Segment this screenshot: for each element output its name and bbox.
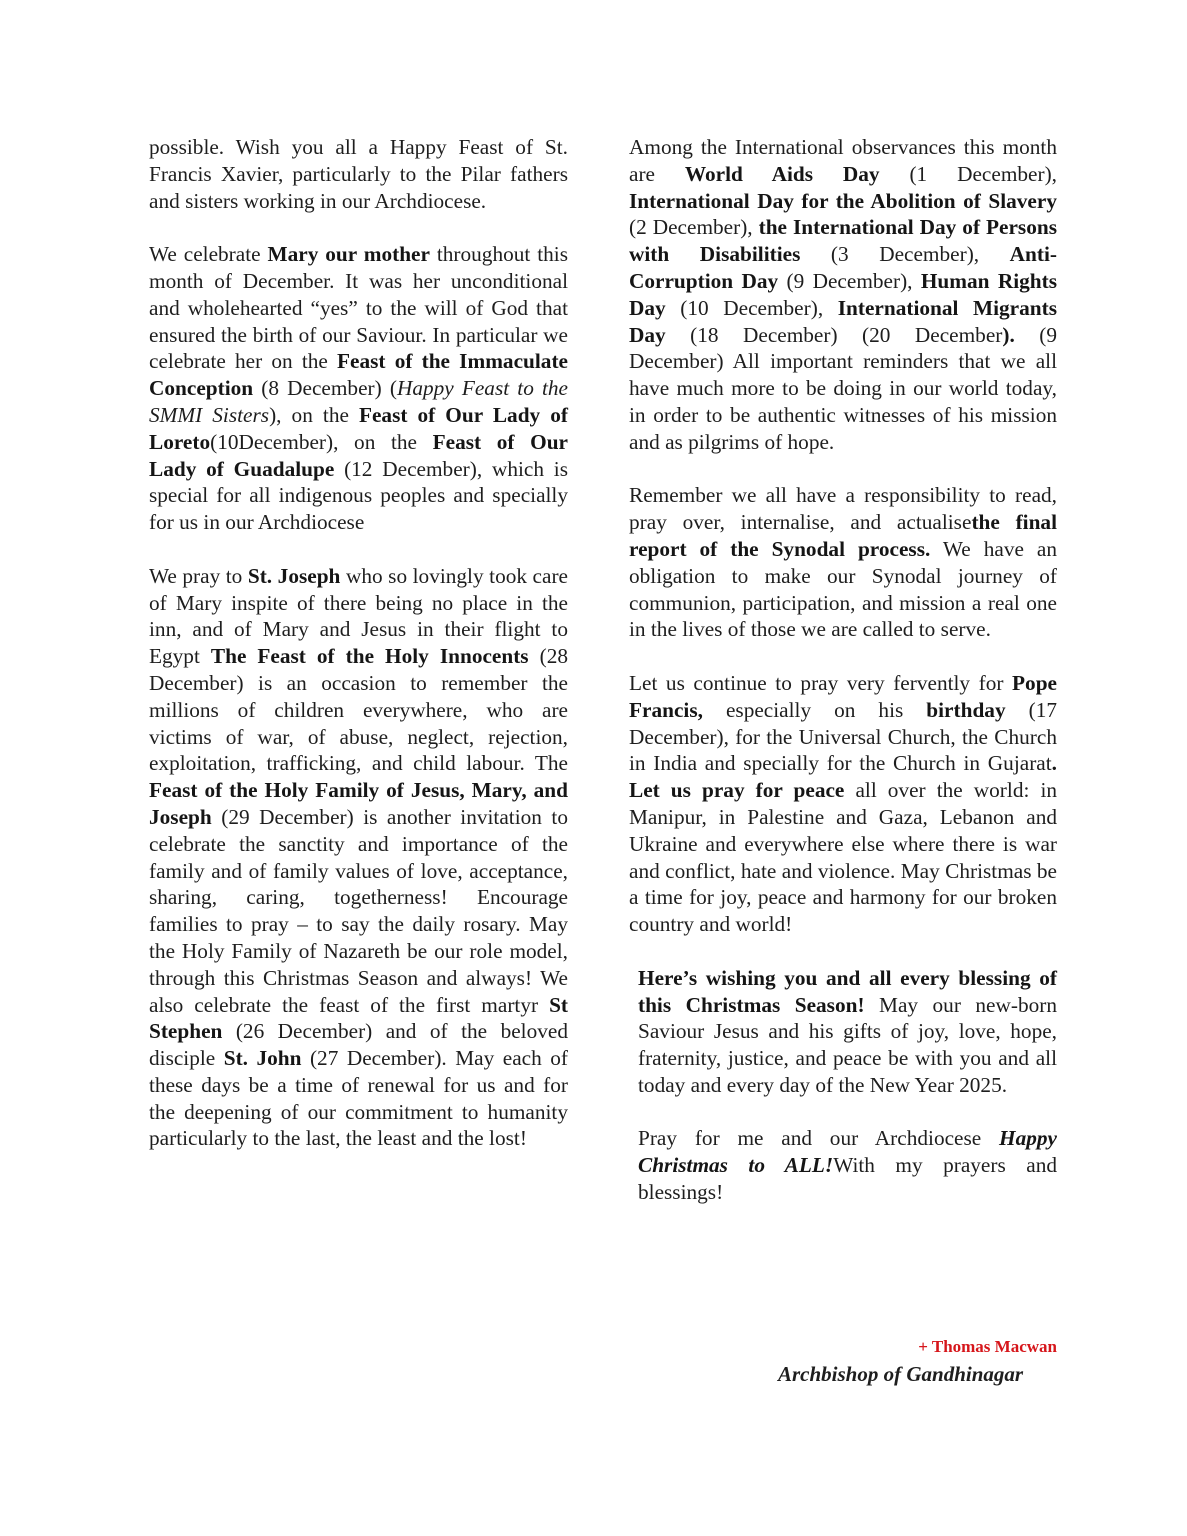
text-run: who so lovingly took care of Mary inspite of there being no place in the inn, and of Mary and Jesus in their flight to Egypt	[149, 563, 569, 669]
text-run: all over the world: in Manipur, in Palestine and Gaza, Lebanon and Ukraine and everywhere else where there is war and conflict, hate and violence. May Christmas be a time for joy, peace and harmony for our broken country and world!	[629, 778, 1058, 937]
paragraph-pray-for-pope-and-peace	[629, 670, 1057, 938]
text-run: Let us continue to pray very fervently for	[629, 670, 1013, 695]
text-run: (12 December), which is special for all indigenous peoples and specially for us in our Archdiocese	[149, 456, 568, 535]
text-run: (3 December),	[800, 242, 1010, 267]
emphasis-run: St. Joseph	[247, 563, 341, 588]
text-run: (26 December) and of the beloved disciple	[149, 1019, 568, 1071]
emphasis-run: Feast of the Immaculate Conception	[149, 349, 568, 401]
right-column	[629, 134, 1057, 1206]
emphasis-run: International Migrants Day	[629, 295, 1057, 347]
emphasis-run: birthday	[926, 697, 1006, 722]
paragraph-closing-prayer	[638, 1125, 1057, 1205]
emphasis-run: the International Day of Persons with Disabilities	[629, 215, 1057, 267]
text-run: (9 December),	[778, 268, 921, 293]
paragraph-st-joseph-holy-family	[149, 563, 568, 1153]
text-run: (27 December). May each of these days be a time of renewal for us and for the deepening of our commitment to humanity particularly to the last, the least and the lost!	[149, 1046, 568, 1151]
emphasis-run: Feast of Our Lady of Loreto	[149, 402, 568, 454]
emphasis-run: . Let us pray for peace	[629, 751, 1057, 803]
text-run: ), on the	[269, 402, 359, 427]
text-run: throughout this month of December. It was her unconditional and wholehearted “yes” to the will of God that ensured the birth of our Saviour. In particular we celebrate her on the	[149, 242, 568, 374]
text-run: May our new-born Saviour Jesus and his gifts of joy, love, hope, fraternity, justice, and peace be with you and all today and every day of the New Year 2025.	[638, 992, 1057, 1097]
text-run: (1 December),	[879, 161, 1057, 186]
emphasis-run: World Aids Day	[684, 161, 880, 186]
text-run: possible. Wish you all a Happy Feast of St. Francis Xavier, particularly to the Pilar fathers and sisters working in our Archdiocese.	[149, 135, 568, 213]
text-run: (10December), on the	[210, 429, 433, 454]
emphasis-run: Feast of Our Lady of Guadalupe	[149, 429, 568, 481]
paragraph-synodal-process	[629, 482, 1057, 643]
text-run: We have an obligation to make our Synodal journey of communion, participation, and mission a real one in the lives of those we are called to serve.	[629, 536, 1057, 642]
text-run: With my prayers and blessings!	[638, 1153, 1057, 1205]
emphasis-run: St Stephen	[149, 992, 568, 1044]
emphasis-run: the final report of the Synodal process.	[629, 510, 1057, 561]
emphasis-run: Happy Christmas to ALL!	[638, 1126, 1057, 1178]
text-run: (10 December),	[665, 295, 838, 320]
text-run: (2 December),	[629, 215, 759, 240]
emphasis-run: Happy Feast to the SMMI Sisters	[149, 376, 568, 427]
text-run: (17 December), for the Universal Church, the Church in India and specially for the Church in Gujarat	[629, 697, 1057, 776]
text-run: (29 December) is another invitation to celebrate the sanctity and importance of the family and of family values of love, acceptance, sharing, caring, togetherness! Encourage families to pray – to say the daily rosary. May the Holy Family of Nazareth be our role model, through this Christmas Season and always! We also celebrate the feast of the first martyr	[149, 804, 568, 1017]
text-run: Remember we all have a responsibility to read, pray over, internalise, and actualise	[629, 483, 1057, 535]
text-run: We celebrate	[149, 242, 268, 267]
emphasis-run: Here’s wishing you and all every blessing of this Christmas Season!	[638, 965, 1057, 1017]
text-run: especially on his	[702, 697, 927, 722]
emphasis-run: St. John	[223, 1046, 302, 1071]
text-run: (8 December) (	[253, 376, 397, 401]
emphasis-run: Mary our mother	[267, 242, 430, 267]
emphasis-run: Anti-Corruption Day	[629, 242, 1057, 293]
text-run: (18 December) (20 December	[665, 322, 1003, 347]
text-run: Pray for me and our Archdiocese	[638, 1126, 1000, 1151]
text-run: (9 December) All important reminders that we all have much more to be doing in our world today, in order to be authentic witnesses of his mission and as pilgrims of hope.	[629, 322, 1057, 454]
emphasis-run: Feast of the Holy Family of Jesus, Mary, and Joseph	[149, 778, 568, 829]
paragraph-international-observances	[629, 134, 1057, 456]
signature-title: Archbishop of Gandhinagar	[778, 1362, 1024, 1386]
emphasis-run: Pope Francis,	[629, 670, 1057, 722]
emphasis-run: International Day for the Abolition of Slavery	[629, 188, 1057, 213]
left-column	[149, 134, 568, 1152]
paragraph-christmas-wishes	[638, 965, 1057, 1099]
signature-name: + Thomas Macwan	[918, 1337, 1057, 1356]
paragraph-feast-francis-xavier	[149, 134, 568, 214]
emphasis-run: The Feast of the Holy Innocents	[210, 644, 529, 669]
emphasis-run: ).	[1002, 322, 1015, 347]
paragraph-mary-our-mother	[149, 241, 568, 536]
text-run: Among the International observances this month are	[629, 135, 1057, 186]
text-run: We pray to	[149, 563, 248, 588]
emphasis-run: Human Rights Day	[629, 268, 1057, 320]
text-run: (28 December) is an occasion to remember the millions of children everywhere, who are victims of war, of abuse, neglect, rejection, exploitation, trafficking, and child labour. The	[149, 644, 568, 776]
